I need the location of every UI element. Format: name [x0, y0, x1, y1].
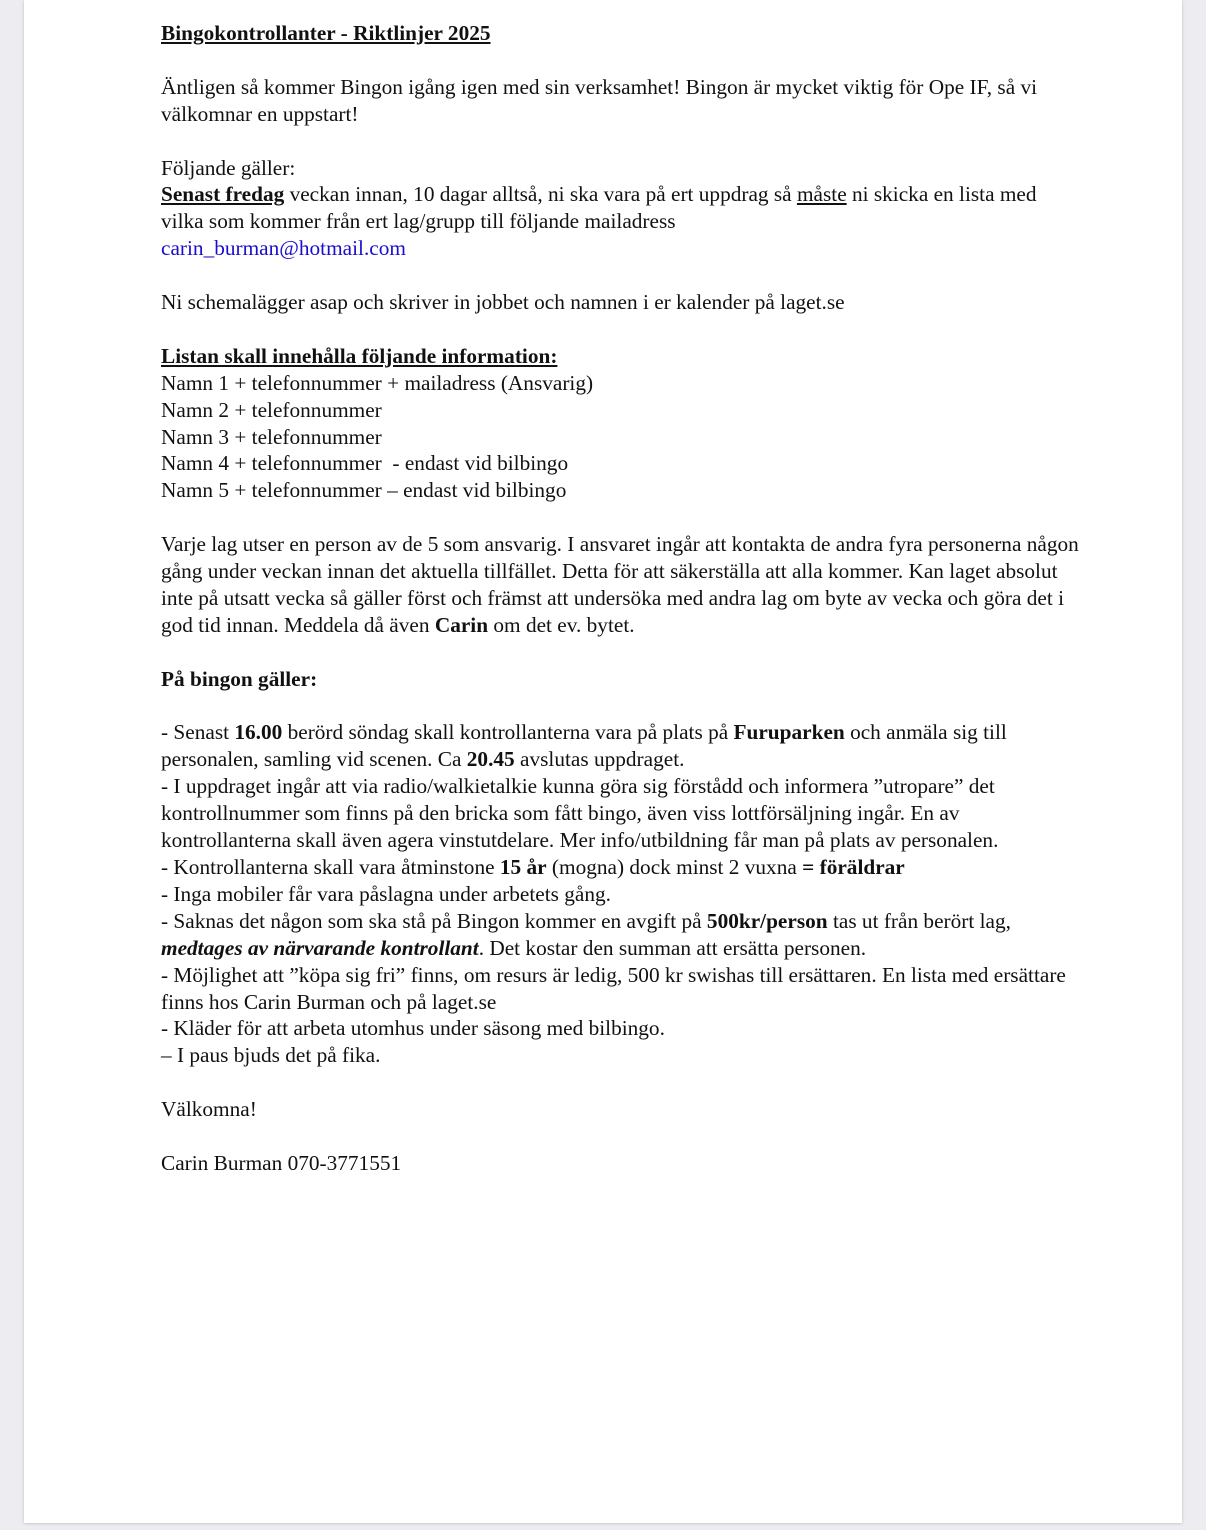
bingo-heading: På bingon gäller: [161, 666, 318, 691]
list-item: Namn 1 + telefonnummer + mailadress (Ansvarig) [161, 370, 594, 395]
list-item: Namn 3 + telefonnummer [161, 424, 382, 449]
list-item: Namn 4 + telefonnummer - endast vid bilbingo [161, 451, 569, 476]
rules-heading: Följande gäller: [161, 155, 296, 180]
rule-bullet: - Senast 16.00 berörd söndag skall kontrollanterna vara på plats på Furuparken och anmäla sig till personalen, samling vid scenen. Ca 20.45 avslutas uppdraget. [161, 720, 1007, 772]
signature: Carin Burman 070-3771551 [161, 1150, 402, 1175]
document-title: Bingokontrollanter - Riktlinjer 2025 [161, 21, 491, 45]
responsibility-paragraph: Varje lag utser en person av de 5 som ansvarig. I ansvaret ingår att kontakta de andra fyra personerna någon gång under veckan innan det aktuella tillfället. Detta för att säkerställa att alla kommer. Kan laget absolut inte på utsatt vecka så gäller först och främst att undersöka med andra lag om byte av vecka och göra det i god tid innan. Meddela då även Carin om det ev. bytet. [161, 532, 1079, 637]
rule-bullet: - Möjlighet att ”köpa sig fri” finns, om resurs är ledig, 500 kr swishas till ersättaren. En lista med ersättare finns hos Carin Burman och på laget.se [161, 962, 1066, 1014]
deadline-emphasis: Senast fredag [161, 182, 285, 207]
rule-bullet: - I uppdraget ingår att via radio/walkietalkie kunna göra sig förstådd och informera ”utropare” det kontrollnummer som finns på den bricka som fått bingo, även viss lottförsäljning ingår. En av kontrollanterna skall även agera vinstutdelare. Mer info/utbildning får man på plats av personalen. [161, 774, 999, 853]
deadline-paragraph: Senast fredag veckan innan, 10 dagar alltså, ni ska vara på ert uppdrag så måste ni skicka en lista med vilka som kommer från ert lag/grupp till följande mailadress [161, 182, 1037, 234]
email-link[interactable]: carin_burman@hotmail.com [161, 236, 406, 261]
rule-bullet: - Kontrollanterna skall vara åtminstone 15 år (mogna) dock minst 2 vuxna = föräldrar [161, 854, 905, 879]
document-page [24, 0, 1182, 1523]
list-item: Namn 5 + telefonnummer – endast vid bilbingo [161, 478, 567, 503]
rule-bullet: – I paus bjuds det på fika. [161, 1043, 381, 1068]
rule-bullet: - Inga mobiler får vara påslagna under arbetets gång. [161, 881, 611, 906]
rule-bullet: - Saknas det någon som ska stå på Bingon kommer en avgift på 500kr/person tas ut från berört lag, medtages av närvarande kontrollant. Det kostar den summan att ersätta personen. [161, 908, 1011, 960]
document-content [161, 20, 1081, 1177]
closing-text: Välkomna! [161, 1097, 257, 1122]
rule-bullet: - Kläder för att arbeta utomhus under säsong med bilbingo. [161, 1016, 665, 1041]
list-item: Namn 2 + telefonnummer [161, 397, 382, 422]
intro-paragraph: Äntligen så kommer Bingon igång igen med sin verksamhet! Bingon är mycket viktig för Ope IF, så vi välkomnar en uppstart! [161, 74, 1038, 126]
list-heading: Listan skall innehålla följande information: [161, 343, 558, 368]
must-emphasis: måste [796, 182, 847, 207]
schedule-note: Ni schemalägger asap och skriver in jobbet och namnen i er kalender på laget.se [161, 290, 845, 315]
